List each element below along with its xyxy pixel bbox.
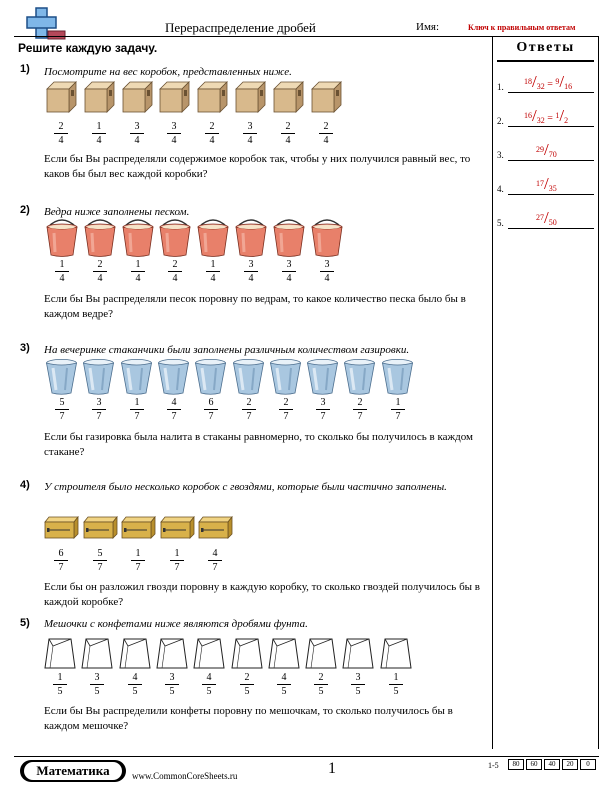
fraction-label <box>93 548 107 573</box>
answer-title-underline <box>497 60 594 62</box>
candy-bag-icon <box>81 637 113 675</box>
fraction-label <box>130 397 144 422</box>
fraction-denominator: 4 <box>172 273 178 284</box>
fraction-bar <box>167 133 181 134</box>
question-intro: Посмотрите на вес коробок, представленных ниже. <box>44 66 292 78</box>
question-text: Если бы Вы распределяли песок поровну по ведрам, то какое количество песка было бы в каждом ведре? <box>44 293 466 320</box>
fraction-bar <box>240 684 254 685</box>
fraction-numerator: 1 <box>210 259 216 270</box>
fraction-label <box>93 259 107 284</box>
fraction-bar <box>170 560 184 561</box>
fraction-denominator: 5 <box>206 686 212 697</box>
fraction-denominator: 7 <box>97 562 103 573</box>
fraction-denominator: 7 <box>171 411 177 422</box>
fraction-denominator: 4 <box>97 273 103 284</box>
fraction-numerator: 3 <box>171 121 177 132</box>
question-text: Если бы газировка была налита в стаканы равномерно, то сколько бы получилось в каждом стакане? <box>44 431 473 458</box>
fraction-bar <box>53 684 67 685</box>
fraction-denominator: 7 <box>208 411 214 422</box>
question-intro: На вечеринке стаканчики были заполнены различным количеством газировки. <box>44 344 410 356</box>
answer-number: 3. <box>497 150 504 160</box>
fraction-label <box>90 672 104 697</box>
page-number: 1 <box>328 760 336 777</box>
fraction-bar <box>204 409 218 410</box>
fraction-denominator: 7 <box>283 411 289 422</box>
fraction-label <box>243 121 257 146</box>
score-box: 40 <box>544 759 560 770</box>
bucket-icon <box>158 219 192 262</box>
fraction-numerator: 1 <box>393 672 399 683</box>
question-number: 2) <box>20 204 30 216</box>
fraction-numerator: 2 <box>97 259 103 270</box>
fraction-numerator: 1 <box>395 397 401 408</box>
fraction-label <box>165 672 179 697</box>
fraction-numerator: 2 <box>58 121 64 132</box>
answer-number: 2. <box>497 116 504 126</box>
cup-icon <box>82 358 115 400</box>
question-text: Если бы Вы распределили конфеты поровну по мешочкам, то сколько получилось бы в каждом мешочке? <box>44 705 453 732</box>
candy-bag-icon <box>193 637 225 675</box>
cup-icon <box>157 358 190 400</box>
fraction-label <box>54 548 68 573</box>
cup-icon <box>306 358 339 400</box>
fraction-bar <box>131 560 145 561</box>
fraction-label <box>353 397 367 422</box>
fraction-bar <box>130 409 144 410</box>
fraction-bar <box>130 133 144 134</box>
fraction-numerator: 3 <box>355 672 361 683</box>
fraction-bar <box>55 409 69 410</box>
fraction-label <box>244 259 258 284</box>
bucket-icon <box>196 219 230 262</box>
question-intro: У строителя было несколько коробок с гвоздями, которые были частично заполнены. <box>44 481 447 493</box>
candy-bag-icon <box>305 637 337 675</box>
question-number: 1) <box>20 63 30 75</box>
fraction-denominator: 7 <box>96 411 102 422</box>
nail-box-icon <box>198 516 233 544</box>
fraction-denominator: 4 <box>58 135 64 146</box>
box-icon <box>46 81 77 118</box>
fraction-label <box>240 672 254 697</box>
cup-icon <box>194 358 227 400</box>
score-range: 1-5 <box>488 761 499 770</box>
candy-bag-icon <box>380 637 412 675</box>
cup-icon <box>343 358 376 400</box>
fraction-numerator: 3 <box>247 121 253 132</box>
fraction-numerator: 1 <box>57 672 63 683</box>
cup-icon <box>232 358 265 400</box>
fraction-numerator: 1 <box>135 548 141 559</box>
fraction-bar <box>90 684 104 685</box>
bucket-icon <box>234 219 268 262</box>
candy-bag-icon <box>119 637 151 675</box>
nail-box-icon <box>160 516 195 544</box>
fraction-bar <box>202 684 216 685</box>
fraction-denominator: 7 <box>135 562 141 573</box>
answer-line <box>508 92 594 93</box>
fraction-bar <box>353 409 367 410</box>
fraction-label <box>167 397 181 422</box>
fraction-bar <box>314 684 328 685</box>
fraction-numerator: 6 <box>58 548 64 559</box>
fraction-bar <box>319 133 333 134</box>
box-icon <box>235 81 266 118</box>
fraction-bar <box>389 684 403 685</box>
fraction-numerator: 4 <box>206 672 212 683</box>
fraction-label <box>206 259 220 284</box>
fraction-denominator: 5 <box>57 686 63 697</box>
candy-bag-icon <box>342 637 374 675</box>
fraction-denominator: 5 <box>244 686 250 697</box>
fraction-numerator: 2 <box>318 672 324 683</box>
fraction-bar <box>208 560 222 561</box>
fraction-numerator: 2 <box>283 397 289 408</box>
score-box: 0 <box>580 759 596 770</box>
fraction-numerator: 3 <box>324 259 330 270</box>
fraction-label <box>320 259 334 284</box>
answer-value: $^{18}/_{32} = ^9/_{16}$ <box>524 72 573 91</box>
fraction-denominator: 4 <box>171 135 177 146</box>
fraction-label <box>204 397 218 422</box>
fraction-bar <box>92 133 106 134</box>
fraction-denominator: 7 <box>357 411 363 422</box>
fraction-numerator: 6 <box>208 397 214 408</box>
fraction-numerator: 2 <box>357 397 363 408</box>
fraction-bar <box>279 409 293 410</box>
fraction-numerator: 2 <box>244 672 250 683</box>
fraction-denominator: 7 <box>395 411 401 422</box>
fraction-label <box>92 397 106 422</box>
fraction-label <box>168 259 182 284</box>
fraction-numerator: 3 <box>286 259 292 270</box>
subject-label: Математика <box>24 762 122 780</box>
fraction-numerator: 3 <box>96 397 102 408</box>
box-icon <box>311 81 342 118</box>
fraction-bar <box>167 409 181 410</box>
fraction-denominator: 5 <box>393 686 399 697</box>
fraction-bar <box>244 271 258 272</box>
fraction-label <box>131 259 145 284</box>
fraction-numerator: 1 <box>134 397 140 408</box>
fraction-numerator: 1 <box>59 259 65 270</box>
answer-line <box>508 126 594 127</box>
answer-number: 5. <box>497 218 504 228</box>
box-icon <box>197 81 228 118</box>
fraction-bar <box>206 271 220 272</box>
answer-line <box>508 160 594 161</box>
answer-line <box>508 194 594 195</box>
fraction-denominator: 5 <box>132 686 138 697</box>
answer-value: $^{27}/_{50}$ <box>536 208 557 227</box>
fraction-numerator: 5 <box>97 548 103 559</box>
fraction-bar <box>281 133 295 134</box>
fraction-denominator: 5 <box>94 686 100 697</box>
bucket-icon <box>45 219 79 262</box>
fraction-label <box>53 672 67 697</box>
fraction-bar <box>320 271 334 272</box>
page-title: Перераспределение дробей <box>165 20 316 35</box>
fraction-label <box>282 259 296 284</box>
nail-box-icon <box>44 516 79 544</box>
fraction-numerator: 4 <box>212 548 218 559</box>
fraction-denominator: 4 <box>247 135 253 146</box>
nail-box-icon <box>83 516 118 544</box>
fraction-numerator: 5 <box>59 397 65 408</box>
fraction-denominator: 4 <box>59 273 65 284</box>
answer-value: $^{16}/_{32} = ^1/_2$ <box>524 106 569 125</box>
fraction-denominator: 7 <box>134 411 140 422</box>
fraction-label <box>54 121 68 146</box>
fraction-denominator: 4 <box>324 273 330 284</box>
box-icon <box>159 81 190 118</box>
question-number: 4) <box>20 479 30 491</box>
fraction-bar <box>282 271 296 272</box>
fraction-bar <box>55 271 69 272</box>
fraction-label <box>314 672 328 697</box>
question-number: 3) <box>20 342 30 354</box>
box-icon <box>273 81 304 118</box>
fraction-denominator: 4 <box>209 135 215 146</box>
question-intro: Мешочки с конфетами ниже являются дробями фунта. <box>44 618 308 630</box>
fraction-label <box>319 121 333 146</box>
fraction-bar <box>316 409 330 410</box>
candy-bag-icon <box>268 637 300 675</box>
fraction-label <box>277 672 291 697</box>
answer-key-label: Ключ к правильным ответам <box>468 23 576 32</box>
fraction-denominator: 5 <box>169 686 175 697</box>
fraction-numerator: 4 <box>171 397 177 408</box>
fraction-denominator: 7 <box>212 562 218 573</box>
fraction-bar <box>93 271 107 272</box>
fraction-numerator: 2 <box>246 397 252 408</box>
fraction-numerator: 2 <box>323 121 329 132</box>
fraction-denominator: 4 <box>248 273 254 284</box>
answer-value: $^{17}/_{35}$ <box>536 174 557 193</box>
fraction-denominator: 7 <box>59 411 65 422</box>
score-box: 20 <box>562 759 578 770</box>
fraction-numerator: 2 <box>209 121 215 132</box>
question-text: Если бы он разложил гвозди поровну в каждую коробку, то сколько гвоздей получилось бы в каждой коробке? <box>44 581 480 608</box>
question-intro: Ведра ниже заполнены песком. <box>44 206 190 218</box>
fraction-numerator: 3 <box>169 672 175 683</box>
fraction-bar <box>242 409 256 410</box>
fraction-label <box>55 397 69 422</box>
fraction-label <box>130 121 144 146</box>
fraction-label <box>55 259 69 284</box>
footer-divider <box>14 756 599 757</box>
fraction-numerator: 3 <box>248 259 254 270</box>
bucket-icon <box>121 219 155 262</box>
fraction-denominator: 7 <box>320 411 326 422</box>
cup-icon <box>45 358 78 400</box>
fraction-denominator: 5 <box>355 686 361 697</box>
fraction-numerator: 2 <box>285 121 291 132</box>
fraction-label <box>205 121 219 146</box>
fraction-label <box>316 397 330 422</box>
fraction-denominator: 4 <box>285 135 291 146</box>
fraction-numerator: 1 <box>96 121 102 132</box>
fraction-numerator: 1 <box>174 548 180 559</box>
cup-icon <box>381 358 414 400</box>
fraction-denominator: 4 <box>323 135 329 146</box>
instruction: Решите каждую задачу. <box>18 41 158 55</box>
fraction-bar <box>54 560 68 561</box>
fraction-numerator: 3 <box>134 121 140 132</box>
answer-value: $^{29}/_{70}$ <box>536 140 557 159</box>
fraction-numerator: 1 <box>135 259 141 270</box>
fraction-denominator: 4 <box>286 273 292 284</box>
fraction-bar <box>351 684 365 685</box>
fraction-numerator: 2 <box>172 259 178 270</box>
fraction-label <box>202 672 216 697</box>
fraction-label <box>351 672 365 697</box>
fraction-denominator: 4 <box>134 135 140 146</box>
fraction-label <box>281 121 295 146</box>
fraction-denominator: 4 <box>96 135 102 146</box>
fraction-bar <box>92 409 106 410</box>
fraction-label <box>279 397 293 422</box>
fraction-label <box>131 548 145 573</box>
question-number: 5) <box>20 617 30 629</box>
fraction-numerator: 4 <box>281 672 287 683</box>
fraction-bar <box>391 409 405 410</box>
fraction-denominator: 5 <box>318 686 324 697</box>
answer-number: 4. <box>497 184 504 194</box>
fraction-bar <box>93 560 107 561</box>
bucket-icon <box>272 219 306 262</box>
answer-number: 1. <box>497 82 504 92</box>
candy-bag-icon <box>231 637 263 675</box>
fraction-label <box>208 548 222 573</box>
fraction-bar <box>54 133 68 134</box>
fraction-denominator: 4 <box>210 273 216 284</box>
fraction-bar <box>168 271 182 272</box>
fraction-denominator: 7 <box>246 411 252 422</box>
box-icon <box>84 81 115 118</box>
fraction-bar <box>165 684 179 685</box>
score-box: 60 <box>526 759 542 770</box>
fraction-denominator: 7 <box>174 562 180 573</box>
fraction-numerator: 3 <box>94 672 100 683</box>
fraction-numerator: 3 <box>320 397 326 408</box>
answer-line <box>508 228 594 229</box>
fraction-numerator: 4 <box>132 672 138 683</box>
fraction-bar <box>205 133 219 134</box>
name-label: Имя: <box>416 21 440 33</box>
fraction-bar <box>243 133 257 134</box>
candy-bag-icon <box>156 637 188 675</box>
fraction-bar <box>128 684 142 685</box>
fraction-label <box>128 672 142 697</box>
fraction-label <box>242 397 256 422</box>
fraction-denominator: 5 <box>281 686 287 697</box>
fraction-label <box>391 397 405 422</box>
site-url: www.CommonCoreSheets.ru <box>132 771 238 781</box>
fraction-denominator: 7 <box>58 562 64 573</box>
fraction-label <box>167 121 181 146</box>
fraction-denominator: 4 <box>135 273 141 284</box>
answer-panel-title: Ответы <box>516 40 575 55</box>
bucket-icon <box>83 219 117 262</box>
question-text: Если бы Вы распределяли содержимое коробок так, чтобы у них получился равный вес, то каков бы был вес каждой коробки? <box>44 153 471 180</box>
nail-box-icon <box>121 516 156 544</box>
fraction-label <box>389 672 403 697</box>
cup-icon <box>120 358 153 400</box>
fraction-label <box>170 548 184 573</box>
fraction-bar <box>277 684 291 685</box>
fraction-label <box>92 121 106 146</box>
candy-bag-icon <box>44 637 76 675</box>
cup-icon <box>269 358 302 400</box>
plus-logo-icon <box>22 6 66 40</box>
fraction-bar <box>131 271 145 272</box>
box-icon <box>122 81 153 118</box>
bucket-icon <box>310 219 344 262</box>
score-box: 80 <box>508 759 524 770</box>
